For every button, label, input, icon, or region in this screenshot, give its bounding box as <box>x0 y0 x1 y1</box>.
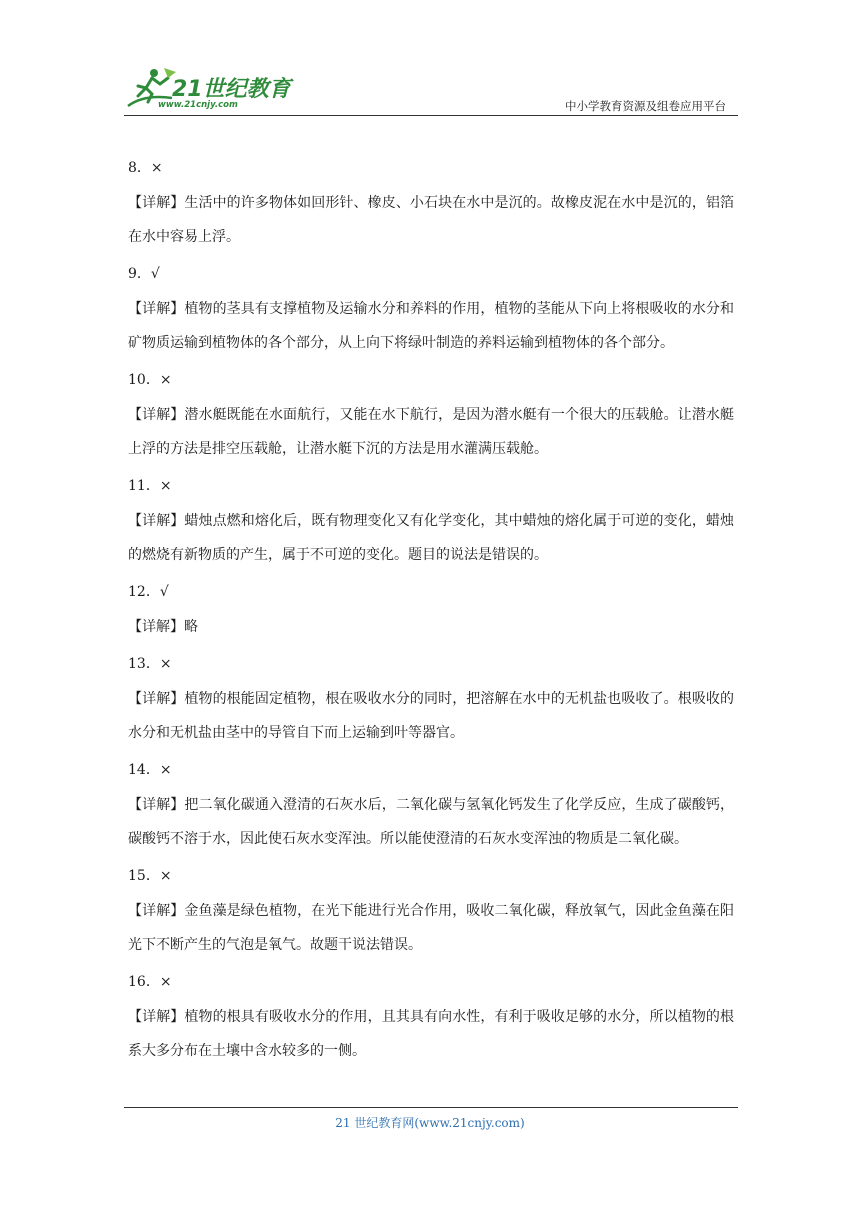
explanation-text: 金鱼藻是绿色植物，在光下能进行光合作用，吸收二氧化碳，释放氧气，因此金鱼藻在阳光下不断产生的气泡是氧气。故题干说法错误。 <box>128 903 735 953</box>
explanation-text: 潜水艇既能在水面航行，又能在水下航行，是因为潜水艇有一个很大的压载舱。让潜水艇上浮的方法是排空压载舱，让潜水艇下沉的方法是用水灌满压载舱。 <box>128 407 735 457</box>
logo <box>124 64 294 112</box>
item-explanation <box>128 894 734 962</box>
page-header <box>124 64 738 116</box>
item-number: 12．√ <box>128 584 169 600</box>
answer-list <box>128 158 734 1078</box>
item-number: 16．× <box>128 974 172 990</box>
answer-item <box>128 476 734 572</box>
answer-item <box>128 158 734 254</box>
explanation-label: 【详解】 <box>128 691 185 707</box>
explanation-text: 植物的根具有吸收水分的作用，且其具有向水性，有利于吸收足够的水分，所以植物的根系大多分布在土壤中含水较多的一侧。 <box>128 1009 735 1059</box>
explanation-label: 【详解】 <box>128 513 185 529</box>
answer-item <box>128 760 734 856</box>
answer-item <box>128 264 734 360</box>
footer-divider <box>124 1107 738 1108</box>
item-number: 9．√ <box>128 266 160 282</box>
footer-link[interactable]: 21 世纪教育网(www.21cnjy.com) <box>335 1116 525 1130</box>
explanation-text: 植物的茎具有支撑植物及运输水分和养料的作用，植物的茎能从下向上将根吸收的水分和矿物质运输到植物体的各个部分，从上向下将绿叶制造的养料运输到植物体的各个部分。 <box>128 301 735 351</box>
explanation-text: 生活中的许多物体如回形针、橡皮、小石块在水中是沉的。故橡皮泥在水中是沉的，铝箔在水中容易上浮。 <box>128 195 735 245</box>
item-number: 11．× <box>128 478 172 494</box>
explanation-text: 蜡烛点燃和熔化后，既有物理变化又有化学变化，其中蜡烛的熔化属于可逆的变化，蜡烛的燃烧有新物质的产生，属于不可逆的变化。题目的说法是错误的。 <box>128 513 735 563</box>
explanation-label: 【详解】 <box>128 619 184 635</box>
item-explanation <box>128 398 734 466</box>
explanation-text: 植物的根能固定植物，根在吸收水分的同时，把溶解在水中的无机盐也吸收了。根吸收的水分和无机盐由茎中的导管自下而上运输到叶等器官。 <box>128 691 735 741</box>
explanation-label: 【详解】 <box>128 407 185 423</box>
item-explanation <box>128 1000 734 1068</box>
logo-url: www.21cnjy.com <box>158 100 238 110</box>
explanation-label: 【详解】 <box>128 195 185 211</box>
answer-item <box>128 972 734 1068</box>
answer-item <box>128 582 734 644</box>
explanation-text: 略 <box>184 619 198 635</box>
explanation-label: 【详解】 <box>128 301 185 317</box>
item-explanation <box>128 682 734 750</box>
item-explanation <box>128 186 734 254</box>
answer-item <box>128 654 734 750</box>
item-number: 13．× <box>128 656 172 672</box>
item-number: 15．× <box>128 868 172 884</box>
explanation-label: 【详解】 <box>128 797 185 813</box>
answer-item <box>128 866 734 962</box>
item-number: 10．× <box>128 372 172 388</box>
header-tagline: 中小学教育资源及组卷应用平台 <box>565 99 726 113</box>
header-divider <box>124 115 738 116</box>
item-explanation <box>128 788 734 856</box>
logo-title: 21世纪教育 <box>172 77 291 102</box>
item-explanation <box>128 504 734 572</box>
item-explanation <box>128 292 734 360</box>
explanation-label: 【详解】 <box>128 1009 185 1025</box>
item-number: 14．× <box>128 762 172 778</box>
explanation-label: 【详解】 <box>128 903 185 919</box>
answer-item <box>128 370 734 466</box>
item-explanation <box>128 610 734 644</box>
item-number: 8．× <box>128 160 163 176</box>
explanation-text: 把二氧化碳通入澄清的石灰水后，二氧化碳与氢氧化钙发生了化学反应，生成了碳酸钙，碳酸钙不溶于水，因此使石灰水变浑浊。所以能使澄清的石灰水变浑浊的物质是二氧化碳。 <box>128 797 735 847</box>
